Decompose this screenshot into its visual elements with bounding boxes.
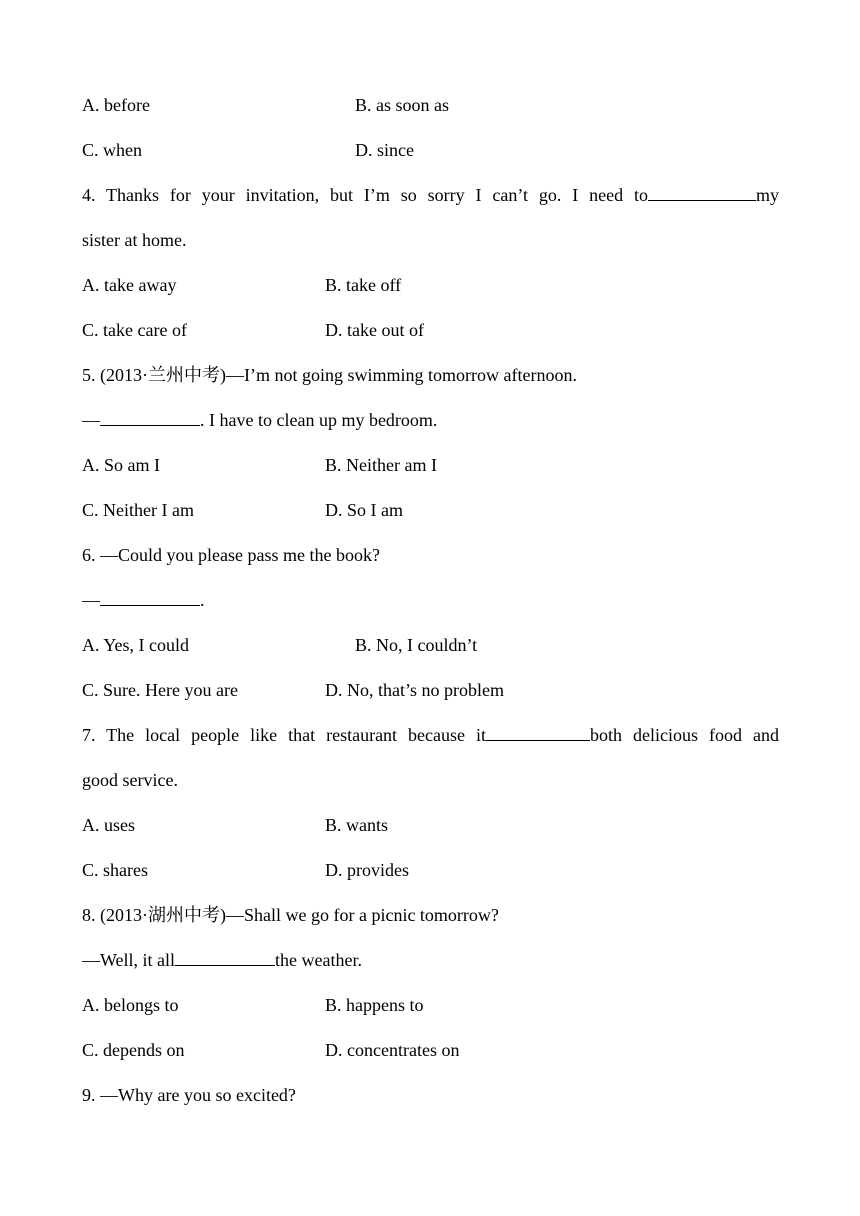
q4-option-d: D. take out of [325, 320, 424, 340]
q5-option-a: A. So am I [82, 455, 160, 475]
q4-option-a: A. take away [82, 275, 177, 295]
q4-option-c: C. take care of [82, 320, 187, 340]
q6-option-a: A. Yes, I could [82, 635, 190, 655]
q7-option-a: A. uses [82, 815, 135, 835]
q5-stem: 5. (2013·兰州中考)—I’m not going swimming tomorrow afternoon. [82, 365, 577, 385]
q7-stem-start: 7. The local people like that restaurant because it [82, 725, 487, 745]
q5-reply-rest: . I have to clean up my bedroom. [200, 410, 438, 430]
q8-reply [82, 948, 362, 972]
q5-blank [100, 408, 200, 426]
q6-option-d: D. No, that’s no problem [325, 680, 504, 700]
q6-reply-dash: — [82, 590, 100, 610]
q7-option-d: D. provides [325, 860, 409, 880]
q6-option-c: C. Sure. Here you are [82, 680, 238, 700]
q4-stem-continued: sister at home. [82, 230, 187, 250]
q4-blank [648, 183, 756, 201]
q4-stem [82, 183, 779, 207]
q6-blank [100, 588, 200, 606]
q3-option-b: B. as soon as [355, 95, 449, 115]
q5-option-c: C. Neither I am [82, 500, 194, 520]
q6-reply [82, 588, 205, 612]
q6-option-b: B. No, I couldn’t [355, 635, 478, 655]
q8-option-a: A. belongs to [82, 995, 179, 1015]
q3-option-d: D. since [355, 140, 414, 160]
q7-stem-end: both delicious food and [590, 725, 779, 745]
q6-stem: 6. —Could you please pass me the book? [82, 545, 380, 565]
q3-option-c: C. when [82, 140, 142, 160]
q3-option-a: A. before [82, 95, 150, 115]
q8-blank [175, 948, 275, 966]
q8-option-d: D. concentrates on [325, 1040, 460, 1060]
q7-option-b: B. wants [325, 815, 388, 835]
q8-option-c: C. depends on [82, 1040, 185, 1060]
q8-reply-start: —Well, it all [82, 950, 176, 970]
q4-stem-end: my [755, 185, 779, 205]
q7-stem-continued: good service. [82, 770, 178, 790]
q6-reply-rest: . [200, 590, 205, 610]
q7-blank [486, 723, 590, 741]
q4-option-b: B. take off [325, 275, 402, 295]
q7-stem [82, 723, 779, 747]
q5-reply [82, 408, 437, 432]
q4-stem-start: 4. Thanks for your invitation, but I’m so sorry I can’t go. I need to [82, 185, 648, 205]
q7-option-c: C. shares [82, 860, 148, 880]
q5-option-d: D. So I am [325, 500, 403, 520]
q8-option-b: B. happens to [325, 995, 424, 1015]
q8-reply-end: the weather. [275, 950, 363, 970]
q5-option-b: B. Neither am I [325, 455, 437, 475]
q9-stem: 9. —Why are you so excited? [82, 1085, 296, 1105]
q5-reply-dash: — [82, 410, 100, 430]
q8-stem: 8. (2013·湖州中考)—Shall we go for a picnic tomorrow? [82, 905, 499, 925]
